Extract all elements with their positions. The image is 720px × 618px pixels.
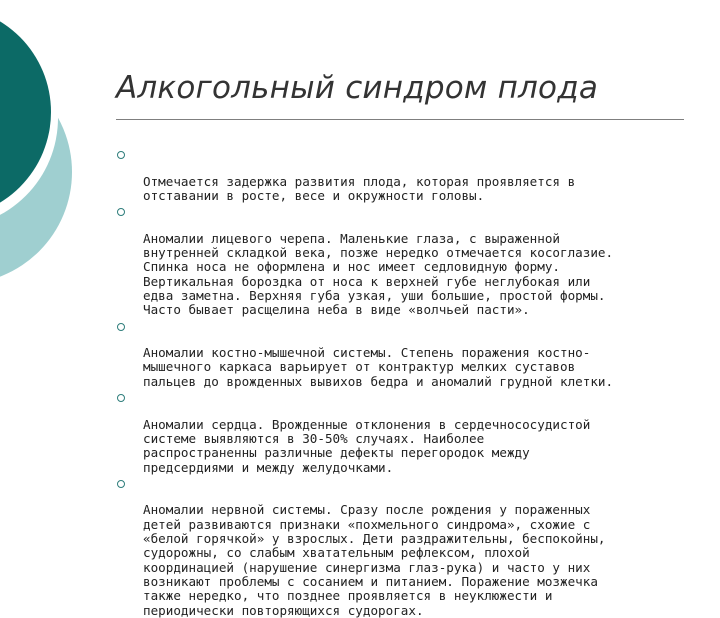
slide-title: Алкогольный синдром плода (116, 70, 599, 106)
decorative-circles (0, 0, 120, 300)
circle-bullet-icon (117, 480, 125, 488)
bullet-list (112, 146, 692, 618)
list-item-text: Аномалии лицевого черепа. Маленькие глаза, с выраженной внутренней складкой века, позже нередко отмечается косоглазие. Спинка носа не оформлена и нос имеет седловидную форму. Вертикальная бороздка от носа к верхней губе неглубокая или едва заметна. Верхняя губа узкая, уши большие, простой формы. Часто бывает расщелина неба в виде «волчьей пасти». (143, 230, 614, 318)
list-item-text: Отмечается задержка развития плода, которая проявляется в отставании в росте, весе и окружности головы. (143, 173, 576, 203)
list-item (112, 475, 692, 618)
list-item-text: Аномалии сердца. Врожденные отклонения в сердечнососудистой системе выявляются в 30-50% случаях. Наиболее распространенны различные дефекты перегородок между предсердиями и между желудочками. (143, 416, 591, 475)
list-item (112, 203, 692, 317)
circle-bullet-icon (117, 208, 125, 216)
circle-bullet-icon (117, 151, 125, 159)
list-item (112, 389, 692, 475)
list-item-text: Аномалии нервной системы. Сразу после рождения у пораженных детей развиваются признаки «похмельного синдрома», схожие с «белой горячкой» у взрослых. Дети раздражительны, беспокойны, судорожны, со слабым хватательным рефлексом, плохой координацией (нарушение синергизма глаз-рука) и часто у них возникают проблемы с сосанием и питанием. Поражение мозжечка также нередко, что позднее проявляется в неуклюжести и периодически повторяющихся судорогах. (143, 502, 606, 618)
list-item (112, 318, 692, 389)
circle-bullet-icon (117, 323, 125, 331)
circle-bullet-icon (117, 394, 125, 402)
list-item-text: Аномалии костно-мышечной системы. Степень поражения костно- мышечного каркаса варьирует от контрактур мелких суставов пальцев до врожденных вывихов бедра и аномалий грудной клетки. (143, 345, 614, 389)
list-item (112, 146, 692, 203)
title-divider (116, 119, 684, 120)
